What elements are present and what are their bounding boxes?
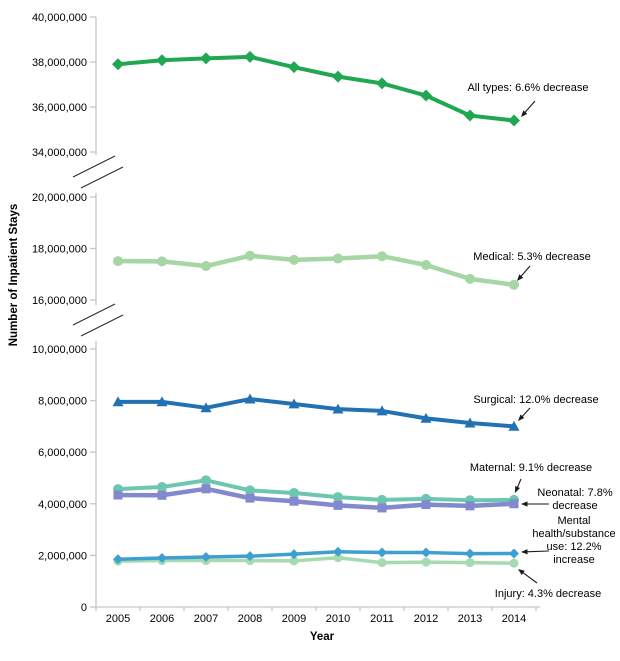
series-marker-all-types-2006 xyxy=(156,54,168,66)
series-marker-injury-2014 xyxy=(510,559,519,568)
series-marker-maternal-2010 xyxy=(333,492,343,502)
series-marker-all-types-2012 xyxy=(420,90,432,102)
series-marker-medical-2013 xyxy=(465,274,475,284)
annotation-mental-health-substance-use xyxy=(521,515,616,566)
year-label-2010: 2010 xyxy=(325,613,351,625)
series-marker-medical-2006 xyxy=(157,256,167,266)
series-marker-neonatal-2005 xyxy=(114,491,123,500)
series-line-medical xyxy=(118,256,514,285)
annotation-medical-text: Medical: 5.3% decrease xyxy=(473,251,591,263)
y-tick-label: 40,000,000 xyxy=(31,12,87,24)
annotation-neonatal-arrow-head xyxy=(521,501,528,506)
series-marker-medical-2012 xyxy=(421,260,431,270)
y-tick-label: 10,000,000 xyxy=(31,344,87,356)
year-label-2005: 2005 xyxy=(105,613,131,625)
annotation-neonatal xyxy=(521,487,613,512)
series-medical xyxy=(113,251,519,290)
series-marker-all-types-2008 xyxy=(244,51,256,63)
series-marker-neonatal-2010 xyxy=(334,501,343,510)
y-tick-label: 36,000,000 xyxy=(31,102,87,114)
series-marker-maternal-2007 xyxy=(201,475,211,485)
annotation-surgical xyxy=(473,394,598,421)
series-marker-all-types-2005 xyxy=(112,58,124,70)
series-marker-medical-2005 xyxy=(113,256,123,266)
annotation-all-types-arrow-shaft xyxy=(524,101,535,113)
series-line-all-types xyxy=(118,57,514,121)
y-tick-label: 2,000,000 xyxy=(38,550,87,563)
annotation-neonatal-text: Neonatal: 7.8% xyxy=(537,487,613,499)
x-axis-title: Year xyxy=(309,631,335,643)
series-marker-mental-health-substance-use-2011 xyxy=(377,548,387,558)
y-axis-title: Number of Inpatient Stays xyxy=(8,203,20,347)
series-marker-all-types-2013 xyxy=(464,110,476,122)
y-tick-label: 6,000,000 xyxy=(38,447,87,460)
series-marker-injury-2011 xyxy=(378,558,387,567)
series-marker-injury-2012 xyxy=(422,558,431,567)
annotation-injury-arrow-shaft xyxy=(522,572,537,583)
series-marker-all-types-2014 xyxy=(508,115,520,127)
series-marker-all-types-2009 xyxy=(288,61,300,73)
y-tick-label: 20,000,000 xyxy=(31,192,87,204)
series-marker-neonatal-2013 xyxy=(466,501,475,510)
annotation-maternal-arrow-head xyxy=(515,486,520,493)
annotation-injury-arrow-head xyxy=(518,569,525,575)
series-marker-medical-2014 xyxy=(509,280,519,290)
series-marker-neonatal-2009 xyxy=(290,497,299,506)
y-tick-label: 4,000,000 xyxy=(38,498,87,511)
annotation-all-types xyxy=(467,82,588,117)
annotation-neonatal-text: decrease xyxy=(552,500,598,512)
year-label-2013: 2013 xyxy=(457,613,483,625)
annotation-mental-health-substance-use-arrow-head xyxy=(521,549,528,554)
annotation-surgical-arrow-shaft xyxy=(521,408,530,417)
series-marker-all-types-2010 xyxy=(332,71,344,83)
series-marker-all-types-2011 xyxy=(376,77,388,89)
series-injury xyxy=(114,553,519,567)
series-marker-neonatal-2008 xyxy=(246,494,255,503)
annotation-injury xyxy=(495,569,601,600)
series-marker-neonatal-2011 xyxy=(378,503,387,512)
annotation-medical-arrow-shaft xyxy=(520,266,530,277)
series-marker-neonatal-2012 xyxy=(422,500,431,509)
year-label-2014: 2014 xyxy=(501,613,527,625)
y-axes xyxy=(32,12,123,614)
year-label-2012: 2012 xyxy=(413,613,439,625)
series-marker-mental-health-substance-use-2009 xyxy=(289,549,299,559)
annotation-mental-health-substance-use-text: use: 12.2% xyxy=(546,541,602,553)
year-label-2007: 2007 xyxy=(193,613,219,625)
series-marker-medical-2007 xyxy=(201,261,211,271)
series-marker-mental-health-substance-use-2012 xyxy=(421,548,431,558)
series-marker-all-types-2007 xyxy=(200,52,212,64)
year-label-2008: 2008 xyxy=(237,613,263,625)
annotation-all-types-text: All types: 6.6% decrease xyxy=(467,82,589,94)
series-marker-maternal-2006 xyxy=(157,482,167,492)
series-marker-mental-health-substance-use-2013 xyxy=(465,549,475,559)
series-marker-neonatal-2014 xyxy=(510,499,519,508)
annotation-mental-health-substance-use-text: Mental xyxy=(557,515,591,527)
series-marker-medical-2009 xyxy=(289,255,299,265)
year-label-2011: 2011 xyxy=(370,613,394,625)
series-marker-medical-2010 xyxy=(333,254,343,264)
year-label-2009: 2009 xyxy=(281,613,307,625)
y-tick-label: 16,000,000 xyxy=(31,295,87,307)
series-marker-neonatal-2007 xyxy=(202,484,211,493)
series-surgical xyxy=(113,394,520,431)
series-maternal xyxy=(113,475,519,505)
y-tick-label: 18,000,000 xyxy=(31,243,87,256)
x-axis xyxy=(96,607,540,643)
year-label-2006: 2006 xyxy=(149,613,175,625)
y-tick-label: 8,000,000 xyxy=(38,395,87,408)
series-marker-medical-2008 xyxy=(245,251,255,261)
annotation-mental-health-substance-use-text: increase xyxy=(553,554,595,566)
series-line-surgical xyxy=(118,399,514,426)
series-marker-mental-health-substance-use-2014 xyxy=(509,548,519,558)
series-marker-injury-2013 xyxy=(466,558,475,567)
series-marker-medical-2011 xyxy=(377,251,387,261)
annotation-maternal-arrow-shaft xyxy=(517,479,521,488)
series-line-maternal xyxy=(118,480,514,500)
annotation-surgical-text: Surgical: 12.0% decrease xyxy=(473,394,599,406)
series-marker-neonatal-2006 xyxy=(158,491,167,500)
annotation-maternal-text: Maternal: 9.1% decrease xyxy=(469,462,593,474)
annotation-mental-health-substance-use-text: health/substance xyxy=(532,528,616,540)
y-tick-label: 38,000,000 xyxy=(31,57,87,69)
series-marker-maternal-2009 xyxy=(289,488,299,498)
series-all-types xyxy=(112,51,520,127)
y-tick-label: 0 xyxy=(80,602,87,614)
annotation-medical xyxy=(473,251,590,281)
y-tick-label: 34,000,000 xyxy=(31,147,87,159)
annotation-injury-text: Injury: 4.3% decrease xyxy=(494,588,602,600)
